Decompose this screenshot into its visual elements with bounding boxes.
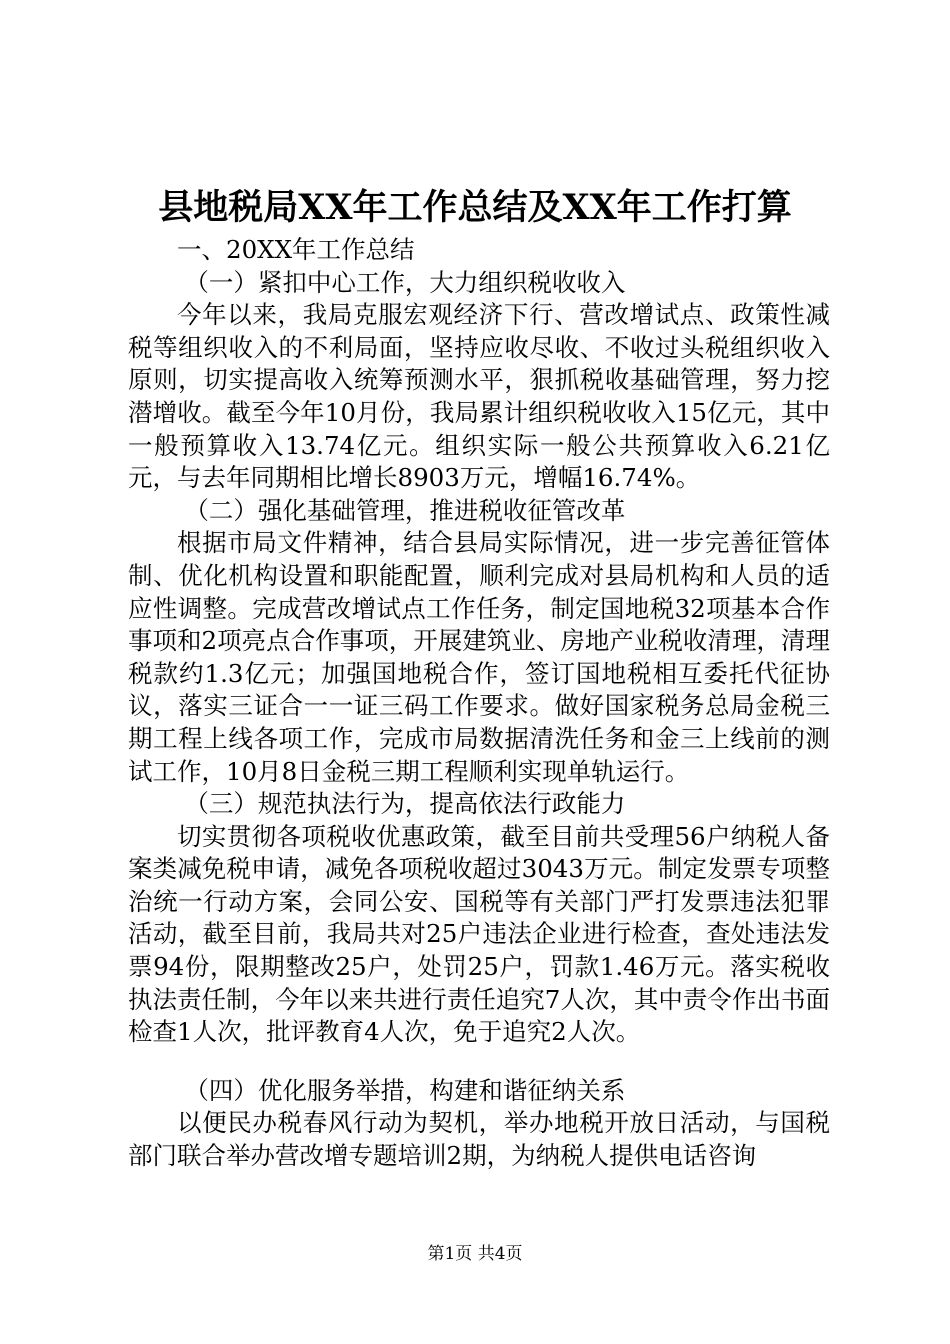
subheading-2: （二）强化基础管理，推进税收征管改革: [184, 495, 626, 525]
document-title: 县地税局XX年工作总结及XX年工作打算: [158, 187, 792, 228]
paragraph-4: 以便民办税春风行动为契机，举办地税开放日活动，与国税部门联合举办营改增专题培训2期，为纳税人提供电话咨询: [128, 1108, 830, 1171]
subheading-4: （四）优化服务举措，构建和谐征纳关系: [184, 1075, 626, 1105]
paragraph-3: 切实贯彻各项税收优惠政策，截至目前共受理56户纳税人备案类减免税申请，减免各项税收超过3043万元。制定发票专项整治统一行动方案，会同公安、国税等有关部门严打发票违法犯罪活动，截至目前，我局共对25户违法企业进行检查，查处违法发票94份，限期整改25户，处罚25户，罚款1.46万元。落实税收执法责任制，今年以来共进行责任追究7人次，其中责令作出书面检查1人次，批评教育4人次，免于追究2人次。: [128, 821, 830, 1047]
page-number: 第1页 共4页: [427, 1244, 523, 1264]
paragraph-1: 今年以来，我局克服宏观经济下行、营改增试点、政策性减税等组织收入的不利局面，坚持应收尽收、不收过头税组织收入原则，切实提高收入统筹预测水平，狠抓税收基础管理，努力挖潜增收。截至今年10月份，我局累计组织税收收入15亿元，其中一般预算收入13.74亿元。组织实际一般公共预算收入6.21亿元，与去年同期相比增长8903万元，增幅16.74%。: [128, 300, 830, 493]
subheading-1: （一）紧扣中心工作，大力组织税收收入: [184, 267, 626, 297]
section-heading-1: 一、20XX年工作总结: [177, 235, 415, 264]
paragraph-2: 根据市局文件精神，结合县局实际情况，进一步完善征管体制、优化机构设置和职能配置，顺利完成对县局机构和人员的适应性调整。完成营改增试点工作任务，制定国地税32项基本合作事项和2项亮点合作事项，开展建筑业、房地产业税收清理，清理税款约1.3亿元；加强国地税合作，签订国地税相互委托代征协议，落实三证合一一证三码工作要求。做好国家税务总局金税三期工程上线各项工作，完成市局数据清洗任务和金三上线前的测试工作，10月8日金税三期工程顺利实现单轨运行。: [128, 528, 830, 786]
document-body: [128, 234, 830, 1173]
subheading-3: （三）规范执法行为，提高依法行政能力: [184, 789, 626, 819]
